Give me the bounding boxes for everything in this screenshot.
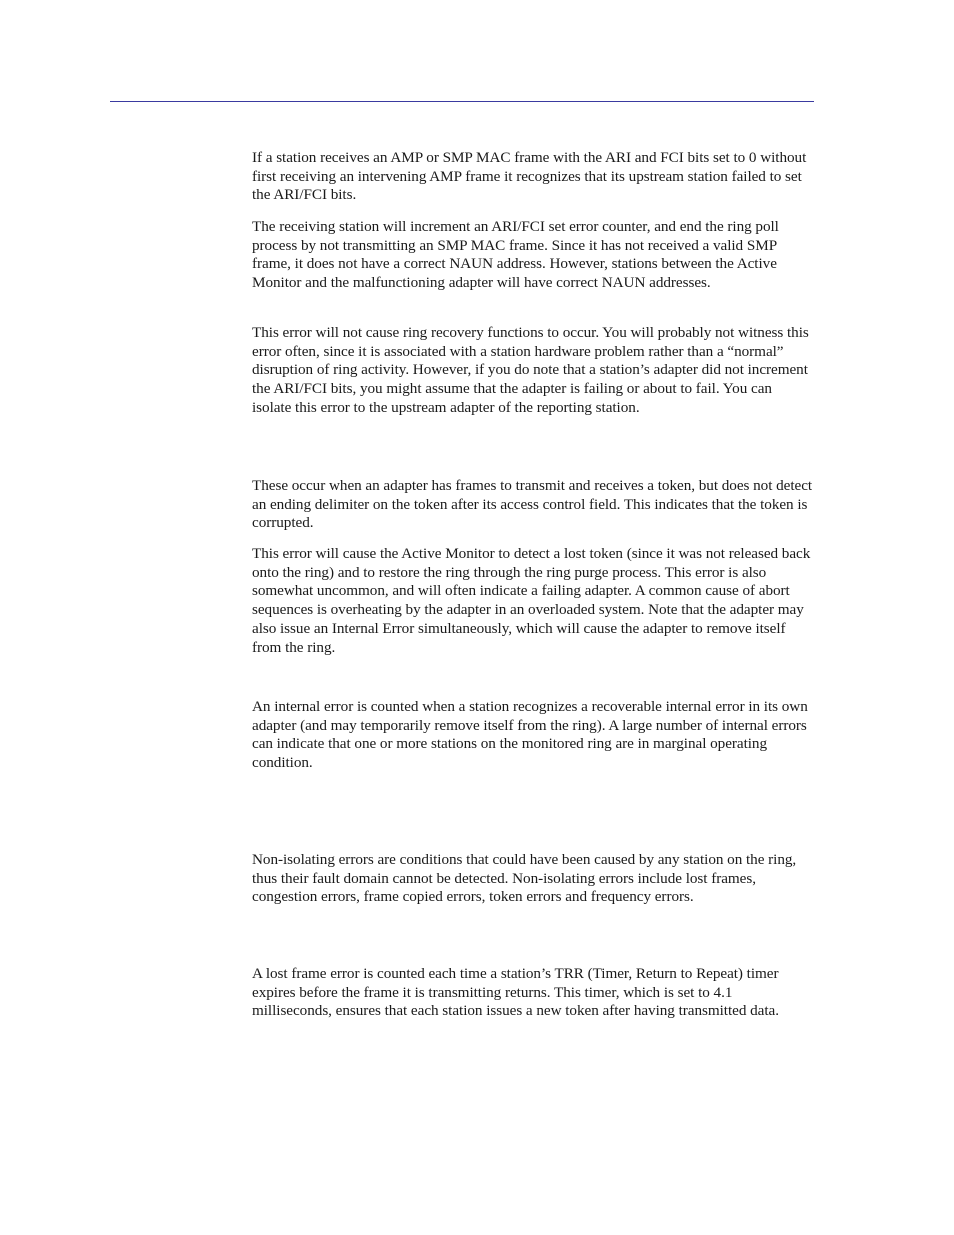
paragraph-abort-effects: This error will cause the Active Monitor to detect a lost token (since it was not released back onto the ring) and to restore the ring through the ring purge process. This error is also somewhat uncommon, and will often indicate a failing adapter. A common cause of abort sequences is overheating by the adapter in an overloaded system. Note that the adapter may also issue an Internal Error simultaneously, which will cause the adapter to remove itself from the ring. [252, 545, 811, 656]
paragraph-abort-intro: These occur when an adapter has frames to transmit and receives a token, but does not detect an ending delimiter on the token after its access control field. This indicates that the token is corrupted. [252, 477, 813, 532]
paragraph-non-isolating: Non-isolating errors are conditions that could have been caused by any station on the ring, thus their fault domain cannot be detected. Non-isolating errors include lost frames, congestion errors, frame copied errors, token errors and frequency errors. [252, 851, 797, 906]
paragraph-ari-fci-intro: If a station receives an AMP or SMP MAC frame with the ARI and FCI bits set to 0 without first receiving an intervening AMP frame it recognizes that its upstream station failed to set the ARI/FCI bits. [252, 149, 807, 204]
paragraph-internal-error: An internal error is counted when a station recognizes a recoverable internal error in its own adapter (and may temporarily remove itself from the ring). A large number of internal errors can indicate that one or more stations on the monitored ring are in marginal operating condition. [252, 698, 808, 772]
paragraph-ari-fci-recovery: This error will not cause ring recovery functions to occur. You will probably not witness this error often, since it is associated with a station hardware problem rather than a “normal” disruption of ring activity. However, if you do note that a station’s adapter did not increment the ARI/FCI bits, you might assume that the adapter is failing or about to fail. You can isolate this error to the upstream adapter of the reporting station. [252, 324, 809, 416]
paragraph-lost-frame: A lost frame error is counted each time a station’s TRR (Timer, Return to Repeat) timer expires before the frame it is transmitting returns. This timer, which is set to 4.1 milliseconds, ensures that each station issues a new token after having transmitted data. [252, 965, 779, 1020]
paragraph-ari-fci-counter: The receiving station will increment an ARI/FCI set error counter, and end the ring poll process by not transmitting an SMP MAC frame. Since it has not received a valid SMP frame, it does not have a correct NAUN address. However, stations between the Active Monitor and the malfunctioning adapter will have correct NAUN addresses. [252, 218, 779, 292]
header-rule [110, 101, 814, 102]
